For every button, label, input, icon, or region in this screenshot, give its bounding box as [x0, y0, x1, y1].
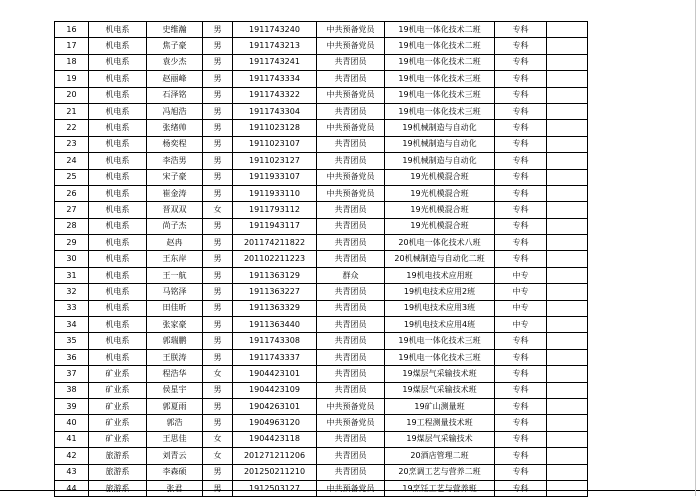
- student-name-cell: 程浩华: [147, 366, 203, 382]
- class-name-cell: 19烹饪工艺与营养班: [385, 480, 495, 496]
- education-level-cell: 专科: [495, 431, 547, 447]
- extra-cell-cell: [547, 218, 588, 234]
- extra-cell-cell: [547, 169, 588, 185]
- extra-cell-cell: [547, 153, 588, 169]
- extra-cell-cell: [547, 431, 588, 447]
- department-cell: 机电系: [89, 38, 147, 54]
- row-number-cell: 38: [55, 382, 89, 398]
- education-level-cell: 专科: [495, 22, 547, 38]
- class-name-cell: 19机电技术应用班: [385, 267, 495, 283]
- department-cell: 矿业系: [89, 382, 147, 398]
- row-number-cell: 40: [55, 415, 89, 431]
- extra-cell-cell: [547, 235, 588, 251]
- gender-cell: 男: [203, 22, 233, 38]
- education-level-cell: 专科: [495, 120, 547, 136]
- education-level-cell: 中专: [495, 317, 547, 333]
- student-name-cell: 赵冉: [147, 235, 203, 251]
- table-row: [55, 22, 588, 38]
- political-status-cell: 共青团员: [317, 382, 385, 398]
- student-name-cell: 宋子豪: [147, 169, 203, 185]
- row-number-cell: 28: [55, 218, 89, 234]
- table-row: [55, 120, 588, 136]
- row-number-cell: 41: [55, 431, 89, 447]
- extra-cell-cell: [547, 284, 588, 300]
- student-id-cell: 1911023128: [233, 120, 317, 136]
- political-status-cell: 共青团员: [317, 333, 385, 349]
- education-level-cell: 中专: [495, 267, 547, 283]
- table-row: [55, 218, 588, 234]
- department-cell: 机电系: [89, 333, 147, 349]
- student-name-cell: 张家豪: [147, 317, 203, 333]
- political-status-cell: 共青团员: [317, 153, 385, 169]
- row-number-cell: 39: [55, 398, 89, 414]
- student-name-cell: 郭瑞鹏: [147, 333, 203, 349]
- political-status-cell: 共青团员: [317, 464, 385, 480]
- political-status-cell: 共青团员: [317, 103, 385, 119]
- student-id-cell: 1912503127: [233, 480, 317, 496]
- gender-cell: 男: [203, 284, 233, 300]
- gender-cell: 男: [203, 382, 233, 398]
- class-name-cell: 19机电一体化技术二班: [385, 54, 495, 70]
- gender-cell: 男: [203, 38, 233, 54]
- political-status-cell: 共青团员: [317, 136, 385, 152]
- class-name-cell: 19光机模混合班: [385, 185, 495, 201]
- page-bottom-rule: [0, 490, 700, 491]
- student-name-cell: 尚子杰: [147, 218, 203, 234]
- row-number-cell: 42: [55, 448, 89, 464]
- political-status-cell: 共青团员: [317, 202, 385, 218]
- gender-cell: 男: [203, 71, 233, 87]
- extra-cell-cell: [547, 202, 588, 218]
- political-status-cell: 共青团员: [317, 431, 385, 447]
- gender-cell: 男: [203, 300, 233, 316]
- student-name-cell: 史维瀚: [147, 22, 203, 38]
- extra-cell-cell: [547, 349, 588, 365]
- table-row: [55, 333, 588, 349]
- political-status-cell: 中共预备党员: [317, 480, 385, 496]
- extra-cell-cell: [547, 448, 588, 464]
- political-status-cell: 共青团员: [317, 366, 385, 382]
- student-id-cell: 1904263101: [233, 398, 317, 414]
- class-name-cell: 20烹调工艺与营养二班: [385, 464, 495, 480]
- extra-cell-cell: [547, 317, 588, 333]
- class-name-cell: 19光机模混合班: [385, 202, 495, 218]
- table-row: [55, 398, 588, 414]
- gender-cell: 男: [203, 120, 233, 136]
- student-name-cell: 石泽铭: [147, 87, 203, 103]
- class-name-cell: 19机电技术应用4班: [385, 317, 495, 333]
- class-name-cell: 19机电一体化技术三班: [385, 349, 495, 365]
- political-status-cell: 共青团员: [317, 218, 385, 234]
- extra-cell-cell: [547, 464, 588, 480]
- political-status-cell: 共青团员: [317, 317, 385, 333]
- student-name-cell: 张绪帅: [147, 120, 203, 136]
- department-cell: 矿业系: [89, 366, 147, 382]
- class-name-cell: 19煤层气采输技术: [385, 431, 495, 447]
- table-row: [55, 382, 588, 398]
- class-name-cell: 19机械制造与自动化: [385, 136, 495, 152]
- political-status-cell: 共青团员: [317, 349, 385, 365]
- department-cell: 机电系: [89, 22, 147, 38]
- education-level-cell: 中专: [495, 300, 547, 316]
- political-status-cell: 中共预备党员: [317, 185, 385, 201]
- gender-cell: 男: [203, 153, 233, 169]
- class-name-cell: 19机电技术应用3班: [385, 300, 495, 316]
- table-row: [55, 136, 588, 152]
- political-status-cell: 共青团员: [317, 54, 385, 70]
- department-cell: 机电系: [89, 317, 147, 333]
- extra-cell-cell: [547, 366, 588, 382]
- class-name-cell: 20机械制造与自动化二班: [385, 251, 495, 267]
- student-id-cell: 1911743241: [233, 54, 317, 70]
- education-level-cell: 专科: [495, 153, 547, 169]
- class-name-cell: 19机械制造与自动化: [385, 153, 495, 169]
- political-status-cell: 共青团员: [317, 235, 385, 251]
- political-status-cell: 共青团员: [317, 71, 385, 87]
- class-name-cell: 19机电技术应用2班: [385, 284, 495, 300]
- class-name-cell: 19机电一体化技术二班: [385, 22, 495, 38]
- student-id-cell: 1911743334: [233, 71, 317, 87]
- department-cell: 机电系: [89, 251, 147, 267]
- gender-cell: 男: [203, 87, 233, 103]
- page-right-edge: [695, 0, 696, 496]
- extra-cell-cell: [547, 38, 588, 54]
- class-name-cell: 19光机模混合班: [385, 218, 495, 234]
- student-id-cell: 1904423118: [233, 431, 317, 447]
- extra-cell-cell: [547, 480, 588, 496]
- table-row: [55, 300, 588, 316]
- student-id-cell: 1911363440: [233, 317, 317, 333]
- gender-cell: 女: [203, 202, 233, 218]
- row-number-cell: 21: [55, 103, 89, 119]
- student-name-cell: 冯旭浩: [147, 103, 203, 119]
- gender-cell: 男: [203, 349, 233, 365]
- department-cell: 机电系: [89, 202, 147, 218]
- student-roster-table: [54, 21, 588, 497]
- political-status-cell: 中共预备党员: [317, 22, 385, 38]
- extra-cell-cell: [547, 87, 588, 103]
- student-name-cell: 袁少杰: [147, 54, 203, 70]
- table-row: [55, 169, 588, 185]
- student-id-cell: 1911363329: [233, 300, 317, 316]
- student-name-cell: 赵丽峰: [147, 71, 203, 87]
- extra-cell-cell: [547, 136, 588, 152]
- political-status-cell: 共青团员: [317, 251, 385, 267]
- education-level-cell: 专科: [495, 185, 547, 201]
- row-number-cell: 35: [55, 333, 89, 349]
- table-row: [55, 153, 588, 169]
- student-id-cell: 201250211210: [233, 464, 317, 480]
- student-name-cell: 郭浩: [147, 415, 203, 431]
- department-cell: 机电系: [89, 120, 147, 136]
- extra-cell-cell: [547, 300, 588, 316]
- extra-cell-cell: [547, 382, 588, 398]
- department-cell: 旅游系: [89, 448, 147, 464]
- department-cell: 机电系: [89, 54, 147, 70]
- student-id-cell: 1911023107: [233, 136, 317, 152]
- gender-cell: 男: [203, 267, 233, 283]
- table-row: [55, 349, 588, 365]
- political-status-cell: 中共预备党员: [317, 398, 385, 414]
- department-cell: 机电系: [89, 169, 147, 185]
- education-level-cell: 专科: [495, 464, 547, 480]
- class-name-cell: 20机电一体化技术八班: [385, 235, 495, 251]
- row-number-cell: 22: [55, 120, 89, 136]
- table-row: [55, 267, 588, 283]
- row-number-cell: 29: [55, 235, 89, 251]
- student-name-cell: 崔金涛: [147, 185, 203, 201]
- department-cell: 矿业系: [89, 431, 147, 447]
- row-number-cell: 31: [55, 267, 89, 283]
- gender-cell: 女: [203, 448, 233, 464]
- education-level-cell: 专科: [495, 218, 547, 234]
- student-id-cell: 1904423101: [233, 366, 317, 382]
- gender-cell: 女: [203, 366, 233, 382]
- table-row: [55, 415, 588, 431]
- row-number-cell: 30: [55, 251, 89, 267]
- student-name-cell: 王朕涛: [147, 349, 203, 365]
- gender-cell: 男: [203, 169, 233, 185]
- table-row: [55, 38, 588, 54]
- education-level-cell: 专科: [495, 136, 547, 152]
- student-name-cell: 郭夏雨: [147, 398, 203, 414]
- class-name-cell: 20酒店管理二班: [385, 448, 495, 464]
- gender-cell: 男: [203, 218, 233, 234]
- education-level-cell: 专科: [495, 103, 547, 119]
- class-name-cell: 19工程测量技术班: [385, 415, 495, 431]
- student-name-cell: 王思佳: [147, 431, 203, 447]
- row-number-cell: 20: [55, 87, 89, 103]
- student-name-cell: 王一航: [147, 267, 203, 283]
- political-status-cell: 群众: [317, 267, 385, 283]
- department-cell: 机电系: [89, 267, 147, 283]
- table-row: [55, 480, 588, 496]
- gender-cell: 男: [203, 333, 233, 349]
- class-name-cell: 19光机模混合班: [385, 169, 495, 185]
- education-level-cell: 专科: [495, 202, 547, 218]
- class-name-cell: 19机械制造与自动化: [385, 120, 495, 136]
- education-level-cell: 专科: [495, 398, 547, 414]
- student-id-cell: 1911743213: [233, 38, 317, 54]
- political-status-cell: 中共预备党员: [317, 415, 385, 431]
- education-level-cell: 专科: [495, 251, 547, 267]
- row-number-cell: 36: [55, 349, 89, 365]
- class-name-cell: 19机电一体化技术三班: [385, 71, 495, 87]
- extra-cell-cell: [547, 398, 588, 414]
- gender-cell: 女: [203, 431, 233, 447]
- gender-cell: 男: [203, 136, 233, 152]
- gender-cell: 男: [203, 415, 233, 431]
- extra-cell-cell: [547, 120, 588, 136]
- class-name-cell: 19机电一体化技术三班: [385, 87, 495, 103]
- row-number-cell: 26: [55, 185, 89, 201]
- table-row: [55, 185, 588, 201]
- student-name-cell: 张君: [147, 480, 203, 496]
- education-level-cell: 专科: [495, 87, 547, 103]
- education-level-cell: 专科: [495, 448, 547, 464]
- education-level-cell: 专科: [495, 366, 547, 382]
- row-number-cell: 33: [55, 300, 89, 316]
- extra-cell-cell: [547, 415, 588, 431]
- department-cell: 机电系: [89, 218, 147, 234]
- gender-cell: 男: [203, 103, 233, 119]
- extra-cell-cell: [547, 185, 588, 201]
- gender-cell: 男: [203, 54, 233, 70]
- row-number-cell: 24: [55, 153, 89, 169]
- education-level-cell: 专科: [495, 480, 547, 496]
- table-row: [55, 202, 588, 218]
- class-name-cell: 19煤层气采输技术班: [385, 382, 495, 398]
- student-name-cell: 侯星宇: [147, 382, 203, 398]
- class-name-cell: 19煤层气采输技术班: [385, 366, 495, 382]
- education-level-cell: 专科: [495, 71, 547, 87]
- student-id-cell: 1911743308: [233, 333, 317, 349]
- table-row: [55, 103, 588, 119]
- department-cell: 旅游系: [89, 480, 147, 496]
- row-number-cell: 23: [55, 136, 89, 152]
- department-cell: 机电系: [89, 349, 147, 365]
- student-name-cell: 马铭泽: [147, 284, 203, 300]
- student-id-cell: 1911743304: [233, 103, 317, 119]
- political-status-cell: 中共预备党员: [317, 120, 385, 136]
- student-id-cell: 201271211206: [233, 448, 317, 464]
- row-number-cell: 34: [55, 317, 89, 333]
- table-row: [55, 284, 588, 300]
- student-name-cell: 杨奕程: [147, 136, 203, 152]
- department-cell: 机电系: [89, 87, 147, 103]
- table-row: [55, 54, 588, 70]
- political-status-cell: 共青团员: [317, 284, 385, 300]
- student-name-cell: 李浩男: [147, 153, 203, 169]
- row-number-cell: 27: [55, 202, 89, 218]
- department-cell: 机电系: [89, 300, 147, 316]
- education-level-cell: 专科: [495, 415, 547, 431]
- student-id-cell: 1911363129: [233, 267, 317, 283]
- department-cell: 机电系: [89, 103, 147, 119]
- department-cell: 旅游系: [89, 464, 147, 480]
- education-level-cell: 专科: [495, 382, 547, 398]
- table-row: [55, 235, 588, 251]
- gender-cell: 男: [203, 251, 233, 267]
- extra-cell-cell: [547, 267, 588, 283]
- student-id-cell: 1911933110: [233, 185, 317, 201]
- department-cell: 机电系: [89, 284, 147, 300]
- political-status-cell: 共青团员: [317, 448, 385, 464]
- student-name-cell: 刘青云: [147, 448, 203, 464]
- gender-cell: 男: [203, 235, 233, 251]
- student-id-cell: 1911793112: [233, 202, 317, 218]
- student-id-cell: 1911363227: [233, 284, 317, 300]
- student-id-cell: 1911743322: [233, 87, 317, 103]
- row-number-cell: 44: [55, 480, 89, 496]
- extra-cell-cell: [547, 251, 588, 267]
- student-id-cell: 1904963120: [233, 415, 317, 431]
- education-level-cell: 专科: [495, 54, 547, 70]
- education-level-cell: 中专: [495, 284, 547, 300]
- row-number-cell: 17: [55, 38, 89, 54]
- student-id-cell: 1911943117: [233, 218, 317, 234]
- political-status-cell: 共青团员: [317, 300, 385, 316]
- extra-cell-cell: [547, 22, 588, 38]
- class-name-cell: 19机电一体化技术三班: [385, 103, 495, 119]
- education-level-cell: 专科: [495, 235, 547, 251]
- table-row: [55, 464, 588, 480]
- table-row: [55, 87, 588, 103]
- extra-cell-cell: [547, 71, 588, 87]
- student-id-cell: 1911933107: [233, 169, 317, 185]
- education-level-cell: 专科: [495, 169, 547, 185]
- student-name-cell: 焦子豪: [147, 38, 203, 54]
- row-number-cell: 18: [55, 54, 89, 70]
- row-number-cell: 25: [55, 169, 89, 185]
- table-row: [55, 251, 588, 267]
- row-number-cell: 16: [55, 22, 89, 38]
- gender-cell: 男: [203, 480, 233, 496]
- political-status-cell: 中共预备党员: [317, 38, 385, 54]
- education-level-cell: 专科: [495, 349, 547, 365]
- education-level-cell: 专科: [495, 333, 547, 349]
- student-name-cell: 王东岸: [147, 251, 203, 267]
- student-id-cell: 201102211223: [233, 251, 317, 267]
- student-id-cell: 1904423109: [233, 382, 317, 398]
- student-id-cell: 1911743337: [233, 349, 317, 365]
- table-row: [55, 317, 588, 333]
- department-cell: 机电系: [89, 185, 147, 201]
- department-cell: 机电系: [89, 153, 147, 169]
- row-number-cell: 32: [55, 284, 89, 300]
- student-id-cell: 1911023127: [233, 153, 317, 169]
- row-number-cell: 37: [55, 366, 89, 382]
- table-row: [55, 366, 588, 382]
- political-status-cell: 中共预备党员: [317, 169, 385, 185]
- department-cell: 机电系: [89, 71, 147, 87]
- student-name-cell: 田佳昕: [147, 300, 203, 316]
- extra-cell-cell: [547, 54, 588, 70]
- gender-cell: 男: [203, 398, 233, 414]
- department-cell: 矿业系: [89, 415, 147, 431]
- political-status-cell: 中共预备党员: [317, 87, 385, 103]
- table-row: [55, 431, 588, 447]
- class-name-cell: 19矿山测量班: [385, 398, 495, 414]
- table-row: [55, 448, 588, 464]
- extra-cell-cell: [547, 333, 588, 349]
- department-cell: 机电系: [89, 235, 147, 251]
- student-name-cell: 晋双双: [147, 202, 203, 218]
- student-id-cell: 1911743240: [233, 22, 317, 38]
- education-level-cell: 专科: [495, 38, 547, 54]
- gender-cell: 男: [203, 185, 233, 201]
- gender-cell: 男: [203, 317, 233, 333]
- table-row: [55, 71, 588, 87]
- row-number-cell: 19: [55, 71, 89, 87]
- roster-body: [55, 22, 588, 497]
- department-cell: 机电系: [89, 136, 147, 152]
- class-name-cell: 19机电一体化技术二班: [385, 38, 495, 54]
- class-name-cell: 19机电一体化技术三班: [385, 333, 495, 349]
- student-id-cell: 201174211822: [233, 235, 317, 251]
- extra-cell-cell: [547, 103, 588, 119]
- row-number-cell: 43: [55, 464, 89, 480]
- department-cell: 矿业系: [89, 398, 147, 414]
- student-name-cell: 李森硕: [147, 464, 203, 480]
- gender-cell: 男: [203, 464, 233, 480]
